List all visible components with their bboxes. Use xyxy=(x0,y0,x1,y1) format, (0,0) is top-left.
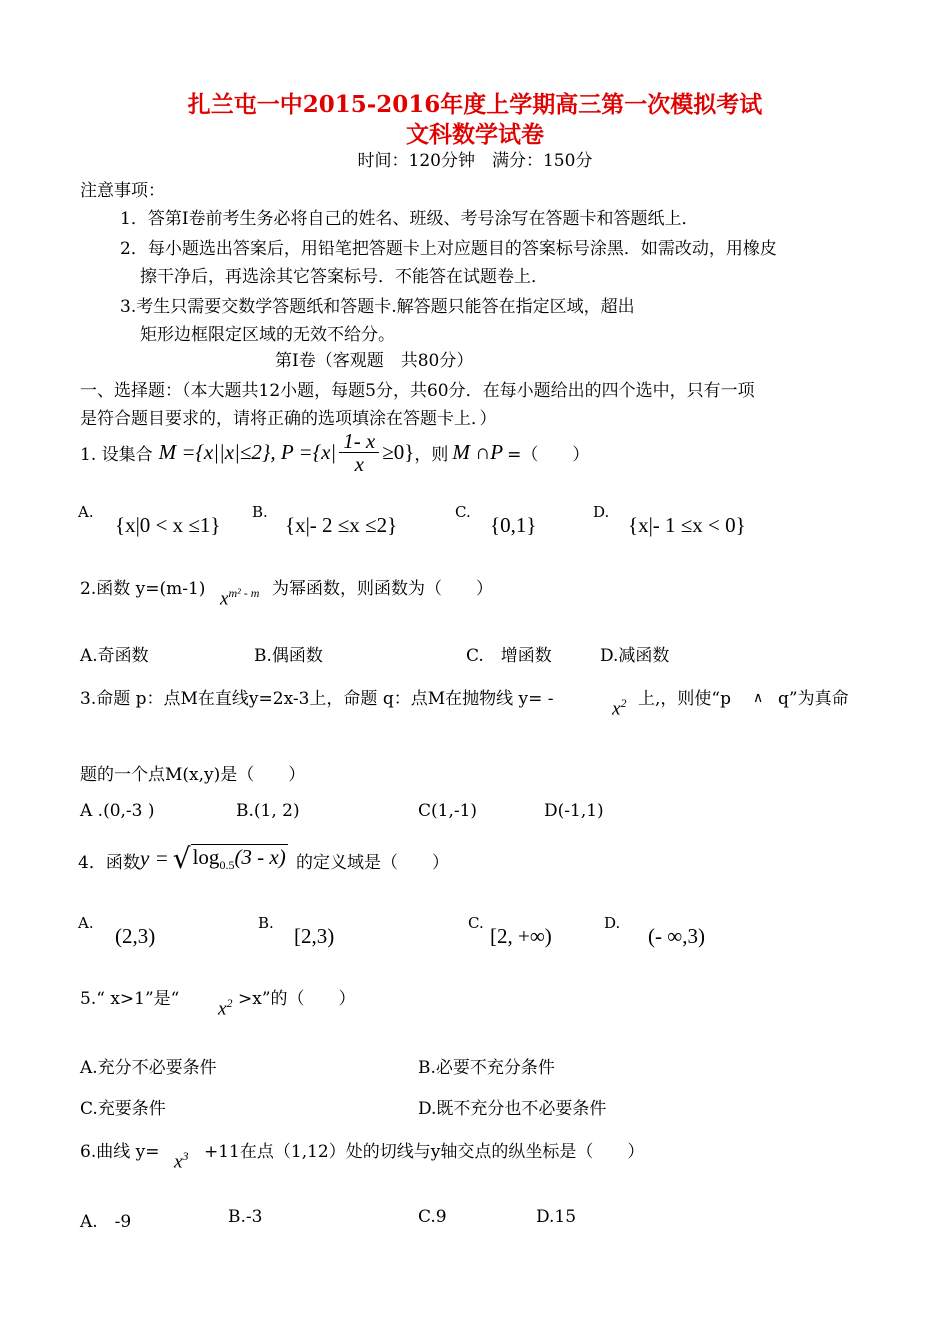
q3-stem-end: q”为真命 xyxy=(778,689,849,709)
q1-blank: =（ ） xyxy=(507,445,590,465)
q4-label-d: D. xyxy=(604,914,621,932)
q4-formula-y: y = xyxy=(140,846,169,870)
q3-stem-tail: 上,，则使“p xyxy=(638,689,731,709)
q3-power xyxy=(612,696,626,720)
q3-option-d: D(-1,1) xyxy=(544,801,604,821)
q1-label-d: D. xyxy=(593,503,610,521)
q6-option-d: D.15 xyxy=(536,1207,577,1227)
q6-power-exp: 3 xyxy=(182,1149,189,1163)
q6-power-base: x xyxy=(174,1151,183,1173)
q2-option-a: A.奇函数 xyxy=(80,646,149,666)
q6-option-a: A. -9 xyxy=(80,1212,132,1232)
q4-suffix: 的定义域是（ ） xyxy=(296,853,449,873)
notice-item-2: 2．每小题选出答案后，用铅笔把答题卡上对应题目的答案标号涂黑．如需改动，用橡皮 xyxy=(120,239,777,259)
section-instructions: 一、选择题：（本大题共12小题，每题5分，共60分．在每小题给出的四个选中，只有一项 xyxy=(80,381,755,401)
q2-option-b: B.偶函数 xyxy=(254,646,323,666)
q1-label-c: C. xyxy=(455,503,471,521)
q1-label-a: A. xyxy=(78,503,94,521)
q4-label-a: A. xyxy=(78,914,94,932)
q5-power xyxy=(218,996,232,1020)
q3-stem-cont: 题的一个点M(x,y)是（ ） xyxy=(80,765,306,785)
q2-option-d: D.减函数 xyxy=(600,646,670,666)
notice-item-1: 1．答第Ⅰ卷前考生务必将自己的姓名、班级、考号涂写在答题卡和答题纸上． xyxy=(120,209,699,229)
q4-formula-log: log xyxy=(192,844,220,869)
q4-option-c: [2, +∞) xyxy=(490,924,552,948)
q2-option-c: C. 增函数 xyxy=(466,646,552,666)
q6-suffix: +11在点（1,12）处的切线与y轴交点的纵坐标是（ ） xyxy=(204,1142,645,1162)
q5-power-exp: 2 xyxy=(226,996,233,1010)
q4-formula xyxy=(140,842,288,875)
q3-power-base: x xyxy=(612,698,621,720)
q5-option-c: C.充要条件 xyxy=(80,1099,166,1119)
q1-intersection: M ∩P xyxy=(452,440,504,464)
notice-item-3: 3.考生只需要交数学答题纸和答题卡.解答题只能答在指定区域，超出 xyxy=(120,297,635,317)
q5-option-b: B.必要不充分条件 xyxy=(418,1058,555,1078)
exam-meta: 时间：120分钟 满分：150分 xyxy=(357,151,593,171)
q4-label-c: C. xyxy=(468,914,484,932)
q3-stem: 3.命题 p：点M在直线y=2x-3上，命题 q：点M在抛物线 y= - xyxy=(80,689,554,709)
q1-option-b: {x|- 2 ≤x ≤2} xyxy=(285,513,398,537)
notice-heading: 注意事项： xyxy=(80,181,165,201)
q5-suffix: >x”的（ ） xyxy=(238,989,356,1009)
question-1 xyxy=(80,430,589,475)
q1-option-c: {0,1} xyxy=(490,513,537,537)
section-title: 第Ⅰ卷（客观题 共80分） xyxy=(275,351,474,371)
q4-label-b: B. xyxy=(258,914,274,932)
q2-power-exp: m² - m xyxy=(228,586,260,600)
q4-option-d: (- ∞,3) xyxy=(648,924,705,948)
q3-option-c: C(1,-1) xyxy=(418,801,478,821)
q5-power-base: x xyxy=(218,998,227,1020)
q1-option-a: {x|0 < x ≤1} xyxy=(115,513,221,537)
q6-stem: 6.曲线 y= xyxy=(80,1142,160,1162)
q1-fraction xyxy=(339,430,379,475)
q6-option-c: C.9 xyxy=(418,1207,447,1227)
q4-formula-base: 0.5 xyxy=(219,858,235,873)
q4-option-a: (2,3) xyxy=(115,924,156,948)
sqrt-icon: √ xyxy=(172,842,191,875)
q4-radicand xyxy=(191,844,288,873)
q1-stem: 1. 设集合 xyxy=(80,445,153,465)
q6-option-b: B.-3 xyxy=(228,1207,263,1227)
q2-power xyxy=(220,586,259,610)
q1-set-p-tail: ≥0} xyxy=(382,440,415,464)
q5-option-a: A.充分不必要条件 xyxy=(80,1058,217,1078)
q1-option-d: {x|- 1 ≤x < 0} xyxy=(628,513,746,537)
notice-item-3-cont: 矩形边框限定区域的无效不给分。 xyxy=(140,325,395,345)
q1-frac-numerator: 1- x xyxy=(339,430,379,453)
q1-frac-denominator: x xyxy=(354,452,364,476)
exam-title: 扎兰屯一中2015-2016年度上学期高三第一次模拟考试 xyxy=(187,91,763,118)
section-instructions-cont: 是符合题目要求的，请将正确的选项填涂在答题卡上．） xyxy=(80,409,497,429)
q2-power-base: x xyxy=(220,588,229,610)
q5-stem: 5.“ x>1”是“ xyxy=(80,989,180,1009)
q6-power xyxy=(174,1149,188,1173)
q3-option-a: A .(0,-3 ) xyxy=(80,801,155,821)
notice-item-2-cont: 擦干净后，再选涂其它答案标号．不能答在试题卷上． xyxy=(140,267,548,287)
q4-option-b: [2,3) xyxy=(294,924,335,948)
q2-suffix: 为幂函数，则函数为（ ） xyxy=(272,579,493,599)
q3-option-b: B.(1, 2) xyxy=(236,801,300,821)
q3-power-exp: 2 xyxy=(620,696,627,710)
q1-suffix: ，则 xyxy=(414,445,449,465)
q5-option-d: D.既不充分也不必要条件 xyxy=(418,1099,607,1119)
q3-wedge: ∧ xyxy=(753,690,764,706)
q4-stem: 4．函数 xyxy=(78,853,140,873)
q4-formula-arg: (3 - x) xyxy=(234,844,286,869)
q1-set-m: M ={x||x|≤2}, P ={x| xyxy=(158,440,337,464)
q2-stem: 2.函数 y=(m-1) xyxy=(80,579,206,599)
q1-label-b: B. xyxy=(252,503,268,521)
exam-subtitle: 文科数学试卷 xyxy=(406,121,544,148)
